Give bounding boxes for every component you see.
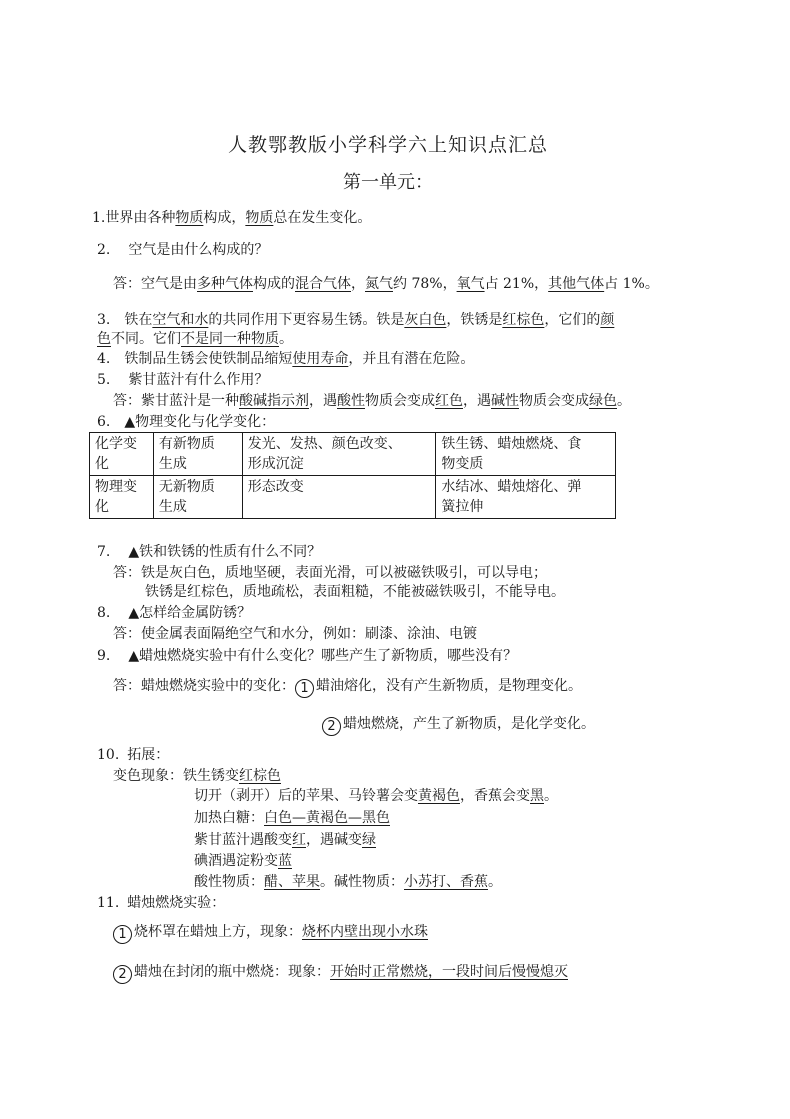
table-cell: 化学变 化	[90, 433, 154, 476]
underlined-term: 物质	[245, 210, 274, 226]
table-cell: 形态改变	[242, 476, 436, 519]
table-cell: 铁生锈、蜡烛燃烧、食 物变质	[436, 433, 616, 476]
ext-line-5: 碘酒遇淀粉变蓝	[194, 853, 292, 869]
item-3: 3. 铁在空气和水的共同作用下更容易生锈。铁是灰白色，铁锈是红棕色，它们的颜	[97, 312, 615, 328]
ext-line-6: 酸性物质：醋、苹果。碱性物质：小苏打、香蕉。	[194, 874, 502, 890]
item-number: 8.	[97, 605, 111, 621]
answer-7-line2: 铁锈是红棕色，质地疏松，表面粗糙，不能被磁铁吸引，不能导电。	[145, 584, 565, 600]
answer-2: 答：空气是由多种气体构成的混合气体，氮气约 78%，氧气占 21%，其他气体占 1%。	[113, 276, 659, 292]
item-number: 9.	[97, 648, 111, 664]
item-2: 2. 空气是由什么构成的？	[97, 242, 269, 258]
ext-line-2: 切开（剥开）后的苹果、马铃薯会变黄褐色，香蕉会变黑。	[194, 788, 558, 804]
item-number: 3.	[97, 312, 111, 328]
item-number: 7.	[97, 544, 111, 560]
table-row	[90, 476, 616, 519]
answer-8: 答：使金属表面隔绝空气和水分，例如：刷漆、涂油、电镀	[113, 626, 477, 642]
item-4: 4. 铁制品生锈会使铁制品缩短使用寿命，并且有潜在危险。	[97, 351, 475, 367]
item-7: 7. ▲铁和铁锈的性质有什么不同？	[97, 544, 322, 560]
answer-5: 答：紫甘蓝汁是一种酸碱指示剂，遇酸性物质会变成红色，遇碱性物质会变成绿色。	[113, 393, 631, 409]
item-9: 9. ▲蜡烛燃烧实验中有什么变化？哪些产生了新物质，哪些没有？	[97, 648, 518, 664]
ext-line-1: 变色现象：铁生锈变红棕色	[113, 768, 281, 784]
item-number: 6.	[97, 414, 111, 430]
item-1: 1.世界由各种物质构成，物质总在发生变化。	[92, 210, 372, 226]
circled-number: 2	[322, 717, 341, 736]
answer-11-line2: 2 蜡烛在封闭的瓶中燃烧：现象：开始时正常燃烧，一段时间后慢慢熄灭	[113, 962, 568, 984]
answer-11-line1: 1 烧杯罩在蜡烛上方，现象：烧杯内壁出现小水珠	[113, 922, 428, 944]
item-number: 5.	[97, 372, 111, 388]
item-11: 11. 蜡烛燃烧实验：	[97, 895, 226, 911]
table-row	[90, 433, 616, 476]
circled-number: 2	[113, 965, 132, 984]
document-title: 人教鄂教版小学科学六上知识点汇总	[228, 134, 549, 156]
table-cell: 物理变 化	[90, 476, 154, 519]
answer-9-line1: 答：蜡烛燃烧实验中的变化： 1 蜡油熔化，没有产生新物质，是物理变化。	[113, 678, 582, 696]
item-6: 6. ▲物理变化与化学变化：	[97, 414, 276, 430]
change-table	[89, 432, 616, 519]
item-10: 10. 拓展：	[97, 747, 170, 763]
item-number: 11.	[97, 895, 120, 911]
circled-number: 1	[113, 925, 132, 944]
item-8: 8. ▲怎样给金属防锈？	[97, 605, 252, 621]
answer-9-line2: 2 蜡烛燃烧，产生了新物质，是化学变化。	[322, 714, 595, 736]
circled-number: 1	[295, 679, 314, 698]
item-number: 2.	[97, 242, 111, 258]
table-cell: 有新物质 生成	[153, 433, 242, 476]
item-3-cont: 色不同。它们不是同一种物质。	[97, 331, 293, 347]
underlined-term: 物质	[175, 210, 204, 226]
table-cell: 无新物质 生成	[153, 476, 242, 519]
item-number: 1.	[92, 210, 106, 226]
ext-line-3: 加热白糖：白色—黄褐色—黑色	[194, 810, 390, 826]
item-5: 5. 紫甘蓝汁有什么作用？	[97, 372, 269, 388]
item-number: 4.	[97, 351, 111, 367]
table-cell: 水结冰、蜡烛熔化、弹 簧拉伸	[436, 476, 616, 519]
item-number: 10.	[97, 747, 120, 763]
unit-heading: 第一单元：	[343, 172, 433, 193]
ext-line-4: 紫甘蓝汁遇酸变红，遇碱变绿	[194, 832, 376, 848]
answer-7-line1: 答：铁是灰白色，质地坚硬，表面光滑，可以被磁铁吸引，可以导电；	[113, 565, 547, 581]
table-cell: 发光、发热、颜色改变、 形成沉淀	[242, 433, 436, 476]
